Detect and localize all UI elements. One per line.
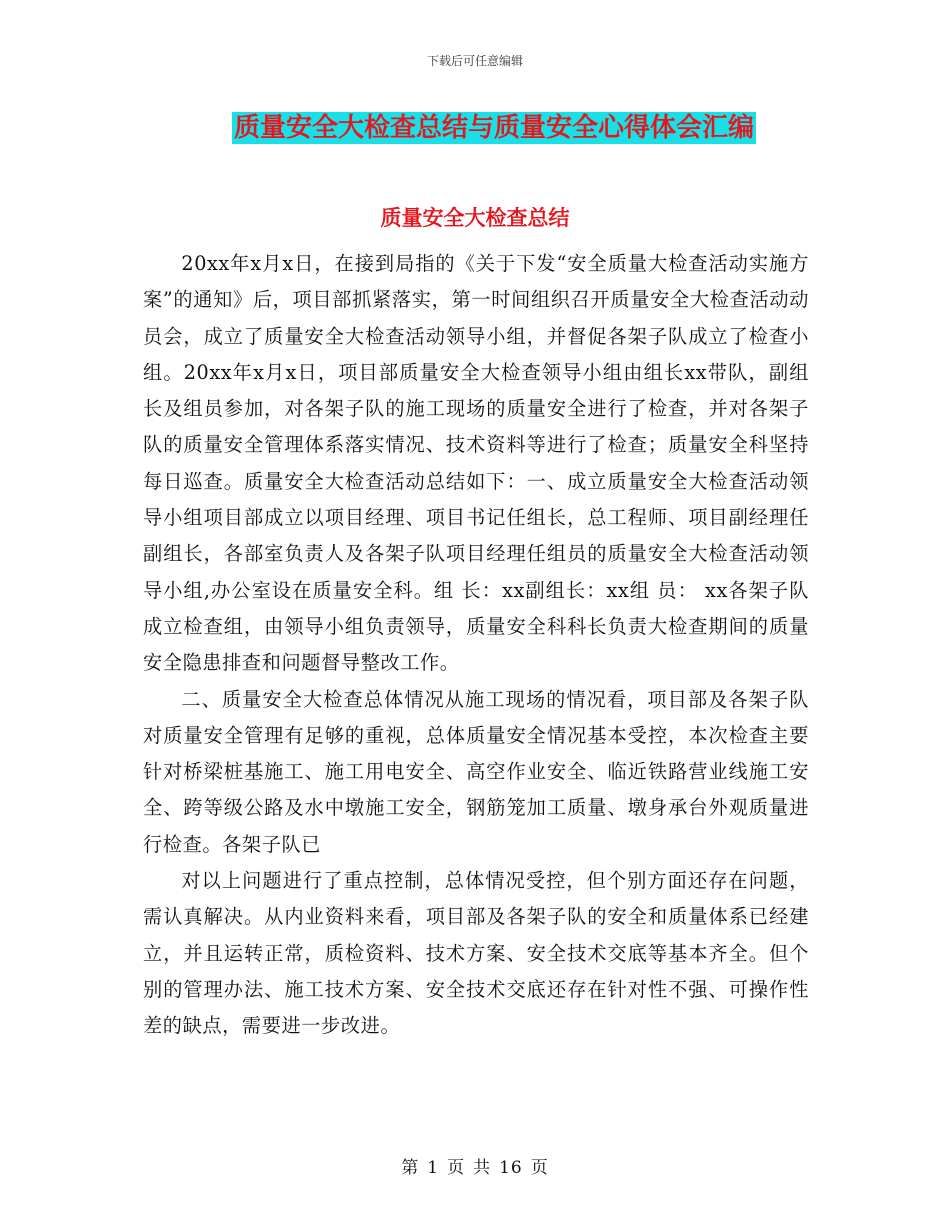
document-title: 质量安全大检查总结与质量安全心得体会汇编: [233, 113, 754, 143]
page-label-mid1: 页: [447, 1158, 466, 1178]
document-body: [143, 246, 809, 1045]
paragraph-1: 20xx年x月x日，在接到局指的《关于下发“安全质量大检查活动实施方案”的通知》后，项目部抓紧落实，第一时间组织召开质量安全大检查活动动员会，成立了质量安全大检查活动领导小组，并督促各架子队成立了检查小组。20xx年x月x日，项目部质量安全大检查领导小组由组长xx带队，副组长及组员参加，对各架子队的施工现场的质量安全进行了检查，并对各架子队的质量安全管理体系落实情况、技术资料等进行了检查；质量安全科坚持每日巡查。质量安全大检查活动总结如下：一、成立质量安全大检查活动领导小组项目部成立以项目经理、项目书记任组长，总工程师、项目副经理任副组长，各部室负责人及各架子队项目经理任组员的质量安全大检查活动领导小组,办公室设在质量安全科。组 长：xx副组长：xx组 员： xx各架子队成立检查组，由领导小组负责领导，质量安全科科长负责大检查期间的质量安全隐患排查和问题督导整改工作。: [143, 252, 809, 675]
page-header-note: 下载后可任意编辑: [426, 54, 523, 68]
total-pages-number: 16: [499, 1158, 523, 1178]
page-label-suffix: 页: [530, 1158, 549, 1178]
page-label-prefix: 第: [401, 1158, 420, 1178]
page-number-footer: [0, 1153, 950, 1178]
paragraph-3: 对以上问题进行了重点控制，总体情况受控，但个别方面还存在问题，需认真解决。从内业资料来看，项目部及各架子队的安全和质量体系已经建立，并且运转正常，质检资料、技术方案、安全技术交底等基本齐全。但个别的管理办法、施工技术方案、安全技术交底还存在针对性不强、可操作性差的缺点，需要进一步改进。: [143, 869, 809, 1038]
current-page-number: 1: [427, 1158, 440, 1178]
section-title: 质量安全大检查总结: [380, 206, 570, 230]
paragraph-2: 二、质量安全大检查总体情况从施工现场的情况看，项目部及各架子队对质量安全管理有足够的重视，总体质量安全情况基本受控，本次检查主要针对桥梁桩基施工、施工用电安全、高空作业安全、临近铁路营业线施工安全、跨等级公路及水中墩施工安全，钢筋笼加工质量、墩身承台外观质量进行检查。各架子队已: [143, 687, 809, 856]
document-title-container: [0, 112, 950, 144]
page-label-mid2: 共: [473, 1158, 492, 1178]
